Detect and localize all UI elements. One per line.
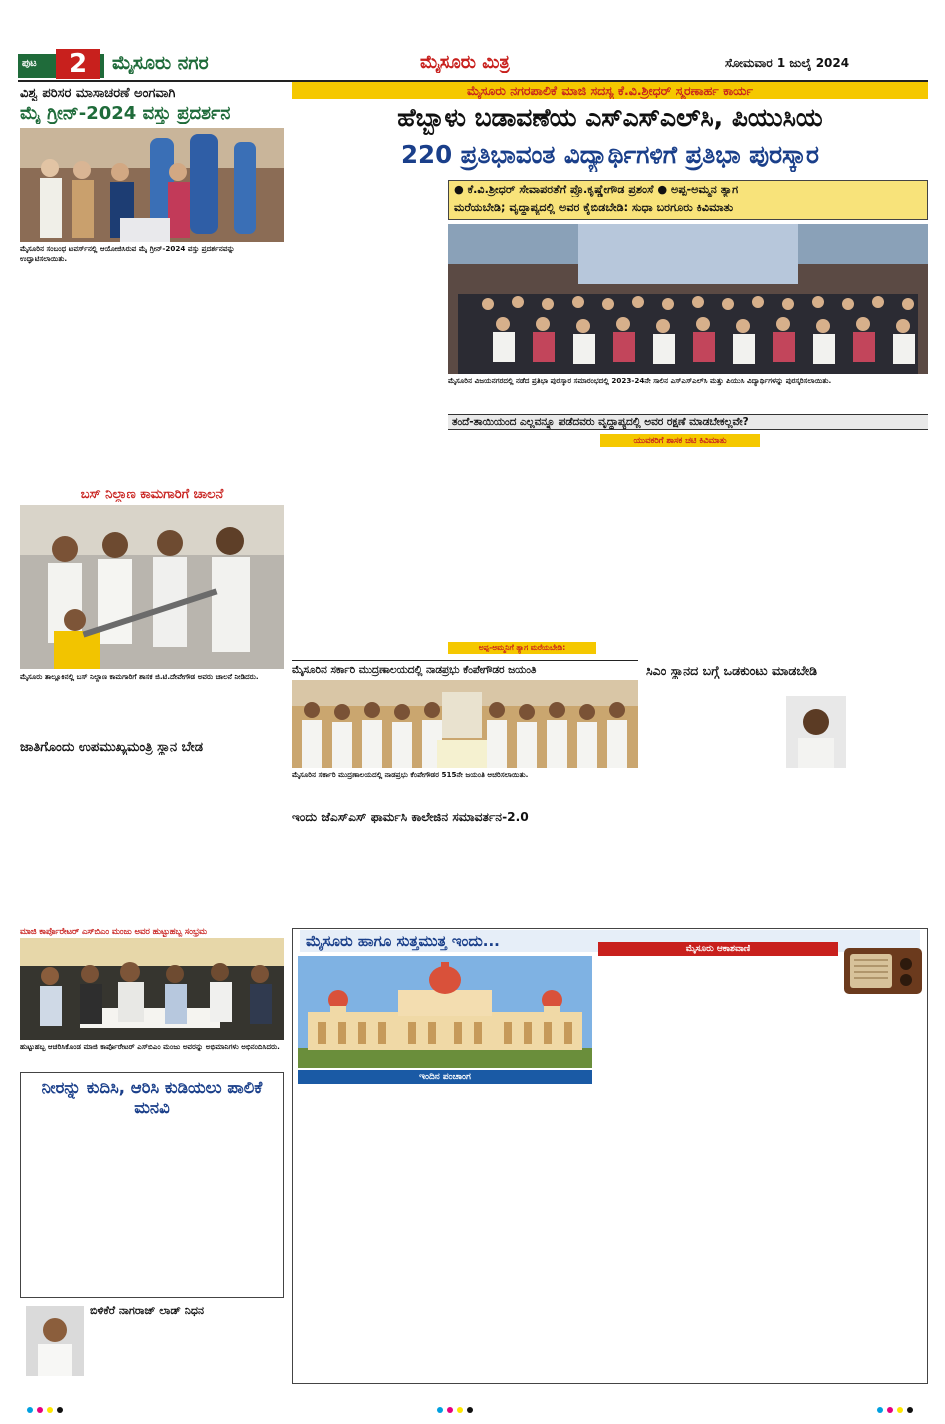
lead-body-col5 bbox=[766, 434, 928, 558]
lead-body-col4 bbox=[600, 449, 760, 559]
water-body-text bbox=[26, 1128, 278, 1294]
events-list-text-2 bbox=[598, 1134, 924, 1380]
lead-body-col2 bbox=[292, 406, 442, 638]
green-kicker: ವಿಶ್ವ ಪರಿಸರ ಮಾಸಾಚರಣೆ ಅಂಗವಾಗಿ bbox=[20, 86, 176, 101]
section-title: ಮೈಸೂರು ನಗರ bbox=[112, 52, 209, 74]
lead-headline-1: ಹೆಬ್ಬಾಳು ಬಡಾವಣೆಯ ಎಸ್‌ಎಸ್‌ಎಲ್‌ಸಿ, ಪಿಯುಸಿಯ bbox=[397, 103, 823, 132]
cm-body-col3 bbox=[786, 772, 928, 916]
caste-headline: ಜಾತಿಗೊಂದು ಉಪಮುಖ್ಯಮಂತ್ರಿ ಸ್ಥಾನ ಬೇಡ bbox=[20, 740, 204, 755]
birthday-headline: ಮಾಜಿ ಕಾರ್ಪೊರೇಟರ್ ಎಸ್‌ಬಿಎಂ ಮಂಜು ಅವರ ಹುಟ್ಟುಹಬ್ಬ ಸಂಭ್ರಮ bbox=[20, 926, 207, 936]
kempegowda-rule bbox=[292, 660, 638, 661]
print-color-bar bbox=[0, 1400, 945, 1410]
water-headline: ನೀರನ್ನು ಕುದಿಸಿ, ಆರಿಸಿ ಕುಡಿಯಲು ಪಾಲಿಕೆ ಮನವಿ bbox=[41, 1078, 263, 1117]
cm-body-col2 bbox=[850, 684, 928, 770]
jss-body-col3 bbox=[524, 828, 638, 916]
radio-schedule-text-2 bbox=[842, 1000, 924, 1130]
green-body-text bbox=[20, 276, 150, 456]
obit-headline: ಬಿಳಿಕೆರೆ ನಾಗರಾಜ್ ಲಾಡ್ ನಿಧನ bbox=[90, 1304, 205, 1317]
jss-headline: ಇಂದು ಜೆಎಸ್‌ಎಸ್ ಫಾರ್ಮಸಿ ಕಾಲೇಜಿನ ಸಮಾವರ್ತನ-2.0 bbox=[292, 810, 529, 824]
cm-headline: ಸಿಎಂ ಸ್ಥಾನದ ಬಗ್ಗೆ ಒಡಕುಂಟು ಮಾಡಬೇಡಿ bbox=[646, 663, 818, 678]
kempegowda-photo bbox=[292, 680, 638, 768]
caste-body-text bbox=[20, 760, 150, 920]
obit-body-text bbox=[90, 1320, 284, 1376]
green-body-text-2 bbox=[154, 276, 284, 456]
page-date: ಸೋಮವಾರ 1 ಜುಲೈ 2024 bbox=[725, 56, 850, 70]
radio-title: ಮೈಸೂರು ಆಕಾಶವಾಣಿ bbox=[598, 942, 838, 956]
jss-body-col2 bbox=[408, 828, 520, 916]
caste-body-text-2 bbox=[154, 760, 284, 920]
kempegowda-headline: ಮೈಸೂರಿನ ಸರ್ಕಾರಿ ಮುದ್ರಣಾಲಯದಲ್ಲಿ ನಾಡಪ್ರಭು ಕೆಂಪೇಗೌಡರ ಜಯಂತಿ bbox=[292, 664, 537, 676]
kempegowda-caption: ಮೈಸೂರಿನ ಸರ್ಕಾರಿ ಮುದ್ರಣಾಲಯದಲ್ಲಿ ನಾಡಪ್ರಭು ಕೆಂಪೇಗೌಡರ 515ನೇ ಜಯಂತಿ ಆಚರಿಸಲಾಯಿತು. bbox=[292, 770, 529, 779]
lead-kicker: ಮೈಸೂರು ನಗರಪಾಲಿಕೆ ಮಾಜಿ ಸದಸ್ಯ ಕೆ.ವಿ.ಶ್ರೀಧರ್ ಸ್ಮರಣಾರ್ಹ ಕಾರ್ಯ bbox=[292, 82, 928, 99]
lead-tag-2: ಅಪ್ಪ-ಅಮ್ಮನಿಗೆ ತ್ಯಾಗ ಮರೆಯಬೇಡಿ: bbox=[448, 642, 596, 654]
bus-caption: ಮೈಸೂರು ತಾಲ್ಲೂಕಿನಲ್ಲಿ ಬಸ್ ನಿಲ್ದಾಣ ಕಾಮಗಾರಿಗೆ ಶಾಸಕ ಜಿ.ಟಿ.ದೇವೇಗೌಡ ಅವರು ಚಾಲನೆ ನೀಡಿದರು. bbox=[20, 672, 259, 681]
mysore-palace-photo bbox=[298, 956, 592, 1068]
jss-body-col1 bbox=[292, 828, 404, 916]
students-group-photo bbox=[448, 224, 928, 374]
lead-deck-2: ಮರೆಯಬೇಡಿ; ವೃದ್ಧಾಪ್ಯದಲ್ಲಿ ಅವರ ಕೈಬಿಡಬೇಡಿ: ಸುಧಾ ಬರಗೂರು ಕಿವಿಮಾತು bbox=[454, 201, 734, 214]
students-caption: ಮೈಸೂರಿನ ವಿಜಯನಗರದಲ್ಲಿ ನಡೆದ ಪ್ರತಿಭಾ ಪುರಸ್ಕಾರ ಸಮಾರಂಭದಲ್ಲಿ 2023-24ನೇ ಸಾಲಿನ ಎಸ್‌ಎಸ್‌ಎಲ್‌ಸಿ ಮತ್ತು ಪಿಯುಸಿ ವಿದ್ಯಾರ್ಥಿಗಳನ್ನು ಪುರಸ್ಕರಿಸಲಾಯಿತು. bbox=[448, 376, 832, 385]
lead-body-col3 bbox=[448, 434, 596, 558]
lead-body-col7 bbox=[600, 562, 760, 654]
green-expo-photo bbox=[20, 128, 284, 242]
lead-body-col1 bbox=[292, 180, 442, 404]
radio-schedule-text bbox=[598, 958, 838, 1130]
lead-headline-2: 220 ಪ್ರತಿಭಾವಂತ ವಿದ್ಯಾರ್ಥಿಗಳಿಗೆ ಪ್ರತಿಭಾ ಪುರಸ್ಕಾರ bbox=[401, 140, 819, 169]
lead-tag: ಯುವಕರಿಗೆ ಶಾಸಕ ಚಟಿ ಕಿವಿಮಾತು bbox=[600, 434, 760, 447]
panchanga-text bbox=[298, 1086, 592, 1130]
lead-deck-1: ● ಕೆ.ವಿ.ಶ್ರೀಧರ್ ಸೇವಾಪರತೆಗೆ ಪ್ರೊ.ಕೃಷ್ಣೇಗೌಡ ಪ್ರಶಂಸೆ ● ಅಪ್ಪ-ಅಮ್ಮನ ತ್ಯಾಗ bbox=[454, 183, 739, 196]
green-caption: ಮೈಸೂರಿನ ಸಂಬಂಧ ಟವರ್ಸ್‌ನಲ್ಲಿ ಆಯೋಜಿಸಿರುವ ಮೈ ಗ್ರೀನ್-2024 ವಸ್ತು ಪ್ರದರ್ಶನವನ್ನು ಉದ್ಘಾಟಿಸಲಾಯಿತು. bbox=[20, 244, 235, 263]
cm-body-col1 bbox=[646, 684, 782, 916]
obit-photo bbox=[26, 1306, 84, 1376]
birthday-caption: ಹುಟ್ಟುಹಬ್ಬ ಆಚರಿಸಿಕೊಂಡ ಮಾಜಿ ಕಾರ್ಪೊರೇಟರ್ ಎಸ್‌ಬಿಎಂ ಮಂಜು ಅವರನ್ನು ಅಭಿಮಾನಿಗಳು ಅಭಿನಂದಿಸಿದರು. bbox=[20, 1042, 280, 1051]
cm-portrait bbox=[786, 696, 846, 768]
events-list-text bbox=[298, 1134, 592, 1380]
page-word: ಪುಟ bbox=[22, 58, 37, 69]
lead-subhead: ತಂದೆ-ತಾಯಿಯಂದ ಎಲ್ಲವನ್ನೂ ಪಡೆದವರು ವೃದ್ಧಾಪ್ಯದಲ್ಲಿ ಅವರ ರಕ್ಷಣೆ ಮಾಡಬೇಕಲ್ಲವೇ? bbox=[452, 416, 749, 428]
page-number: 2 bbox=[56, 49, 100, 79]
bus-headline: ಬಸ್ ನಿಲ್ದಾಣ ಕಾಮಗಾರಿಗೆ ಚಾಲನೆ bbox=[80, 487, 224, 502]
lead-body-col8 bbox=[766, 562, 928, 654]
today-headline: ಮೈಸೂರು ಹಾಗೂ ಸುತ್ತಮುತ್ತ ಇಂದು... bbox=[300, 930, 920, 952]
panchanga-title: ಇಂದಿನ ಪಂಚಾಂಗ bbox=[298, 1070, 592, 1084]
green-headline: ಮೈ ಗ್ರೀನ್-2024 ವಸ್ತು ಪ್ರದರ್ಶನ bbox=[20, 103, 231, 124]
bus-photo bbox=[20, 505, 284, 669]
paper-name: ಮೈಸೂರು ಮಿತ್ರ bbox=[420, 52, 510, 73]
lead-body-col6 bbox=[448, 562, 596, 640]
birthday-photo bbox=[20, 938, 284, 1040]
radio-icon bbox=[842, 942, 924, 998]
